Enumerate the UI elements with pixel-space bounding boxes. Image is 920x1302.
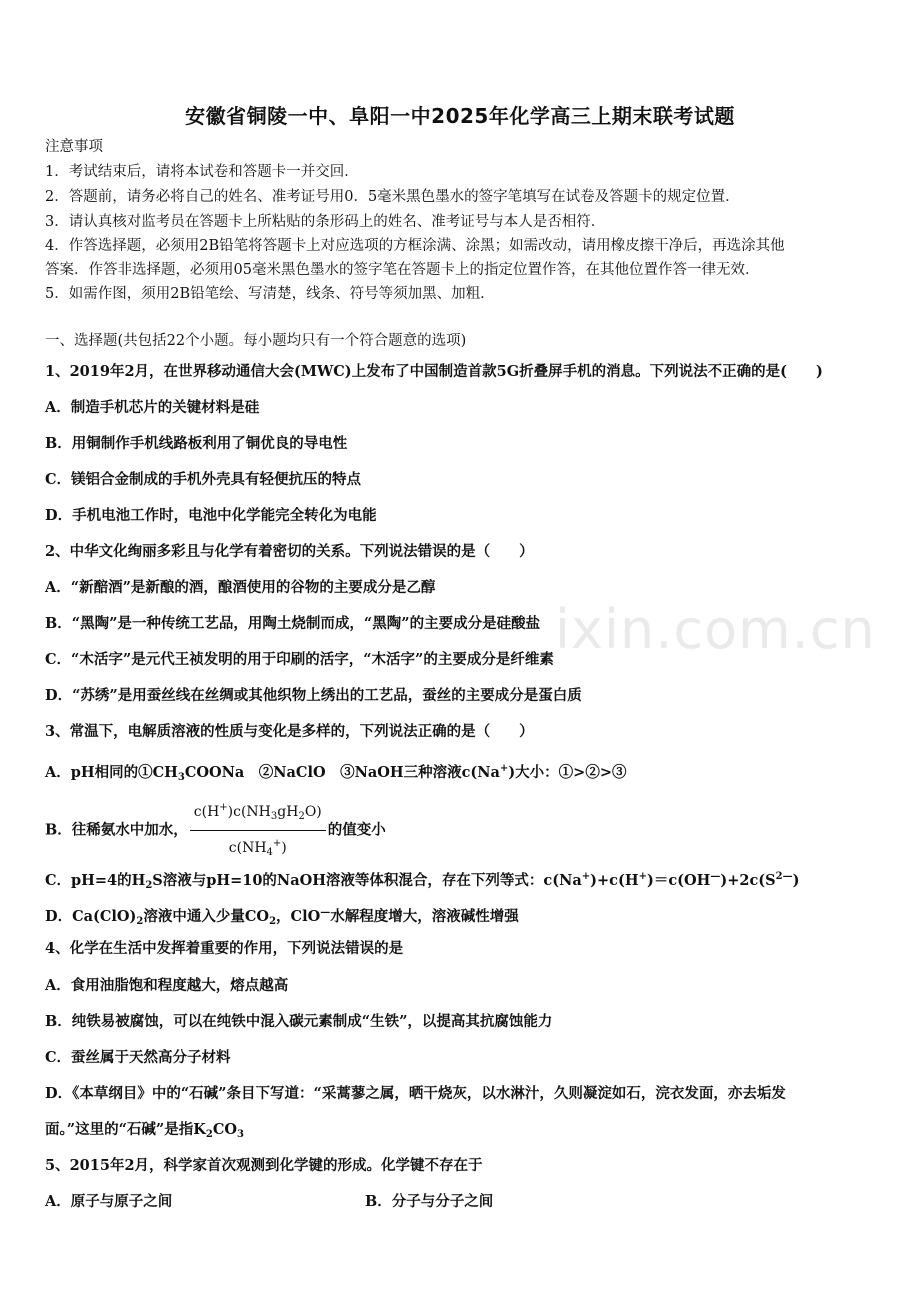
question-5-option-a: A．原子与原子之间 — [45, 1193, 173, 1210]
notice-item: 4．作答选择题，必须用2B铅笔将答题卡上对应选项的方框涂满、涂黑；如需改动，请用橡皮擦干净后，再选涂其他 — [45, 238, 785, 254]
question-4-option-a: A．食用油脂饱和程度越大，熔点越高 — [45, 977, 289, 994]
question-3-stem: 3、常温下，电解质溶液的性质与变化是多样的，下列说法正确的是（ ） — [45, 723, 534, 740]
question-2-option-a: A．“新醅酒”是新酿的酒，酿酒使用的谷物的主要成分是乙醇 — [45, 579, 436, 596]
question-2-option-d: D．“苏绣”是用蚕丝线在丝绸或其他织物上绣出的工艺品，蚕丝的主要成分是蛋白质 — [45, 687, 582, 704]
question-3-option-b: B．往稀氨水中加水， $\frac{c(H^+)c(NH_3gH_2O)}{c(NH_4^+)}$ 的值变小 — [45, 797, 386, 864]
question-3-option-c: C．pH=4的$H_2S$溶液与pH=10的NaOH溶液等体积混合，存在下列等式：$c(Na^+)+c(H^+)=c(OH^—)+2c(S^{2—})$ — [45, 871, 800, 891]
question-4-stem: 4、化学在生活中发挥着重要的作用，下列说法错误的是 — [45, 940, 404, 957]
question-4-option-b: B．纯铁易被腐蚀，可以在纯铁中混入碳元素制成“生铁”，以提高其抗腐蚀能力 — [45, 1013, 553, 1030]
question-4-option-c: C．蚕丝属于天然高分子材料 — [45, 1049, 231, 1066]
question-4-option-d-continued: 面。”这里的“石碱”是指$K_2CO_3$ — [45, 1121, 244, 1140]
question-1-option-d: D．手机电池工作时，电池中化学能完全转化为电能 — [45, 507, 377, 524]
page-title: 安徽省铜陵一中、阜阳一中2025年化学高三上期末联考试题 — [185, 104, 735, 128]
fraction-expression: $\frac{c(H^+)c(NH_3gH_2O)}{c(NH_4^+)}$ — [190, 797, 326, 864]
question-1-option-a: A．制造手机芯片的关键材料是硅 — [45, 399, 260, 416]
question-2-option-c: C．“木活字”是元代王祯发明的用于印刷的活字，“木活字”的主要成分是纤维素 — [45, 651, 554, 668]
notice-item: 5．如需作图，须用2B铅笔绘、写清楚，线条、符号等须加黑、加粗． — [45, 286, 495, 302]
question-1-option-b: B．用铜制作手机线路板利用了铜优良的导电性 — [45, 435, 348, 452]
question-2-option-b: B．“黑陶”是一种传统工艺品，用陶土烧制而成，“黑陶”的主要成分是硅酸盐 — [45, 615, 541, 632]
question-4-option-d: D．《本草纲目》中的“石碱”条目下写道：“采蒿蓼之属，晒干烧灰，以水淋汁，久则凝淀如石，浣衣发面，亦去垢发 — [45, 1085, 786, 1102]
notice-item: 1．考试结束后，请将本试卷和答题卡一并交回． — [45, 164, 359, 180]
section-heading: 一、选择题(共包括22个小题。每小题均只有一个符合题意的选项) — [45, 333, 467, 349]
watermark: ixin.com.cn — [555, 598, 876, 661]
question-2-stem: 2、中华文化绚丽多彩且与化学有着密切的关系。下列说法错误的是（ ） — [45, 543, 534, 560]
question-5-stem: 5、2015年2月，科学家首次观测到化学键的形成。化学键不存在于 — [45, 1157, 483, 1174]
question-1-option-c: C．镁铝合金制成的手机外壳具有轻便抗压的特点 — [45, 471, 362, 488]
question-3-option-d: D．$Ca(ClO)_2$溶液中通入少量$CO_2$，ClO—水解程度增大，溶液碱性增强 — [45, 907, 519, 927]
notice-item: 答案．作答非选择题，必须用05毫米黑色墨水的签字笔在答题卡上的指定位置作答，在其他位置作答一律无效． — [45, 262, 760, 278]
notice-heading: 注意事项 — [45, 139, 103, 155]
notice-item: 2．答题前，请务必将自己的姓名、准考证号用0．5毫米黑色墨水的签字笔填写在试卷及答题卡的规定位置． — [45, 189, 740, 205]
question-3-option-a: A．pH相同的$①CH_3COONa$ ②NaClO ③NaOH三种溶液c(Na+)大小：①>②>③ — [45, 763, 627, 783]
notice-item: 3．请认真核对监考员在答题卡上所粘贴的条形码上的姓名、准考证号与本人是否相符． — [45, 214, 606, 230]
question-1-stem: 1、2019年2月，在世界移动通信大会(MWC)上发布了中国制造首款5G折叠屏手机的消息。下列说法不正确的是( ) — [45, 363, 823, 380]
question-5-option-b: B．分子与分子之间 — [365, 1193, 494, 1210]
